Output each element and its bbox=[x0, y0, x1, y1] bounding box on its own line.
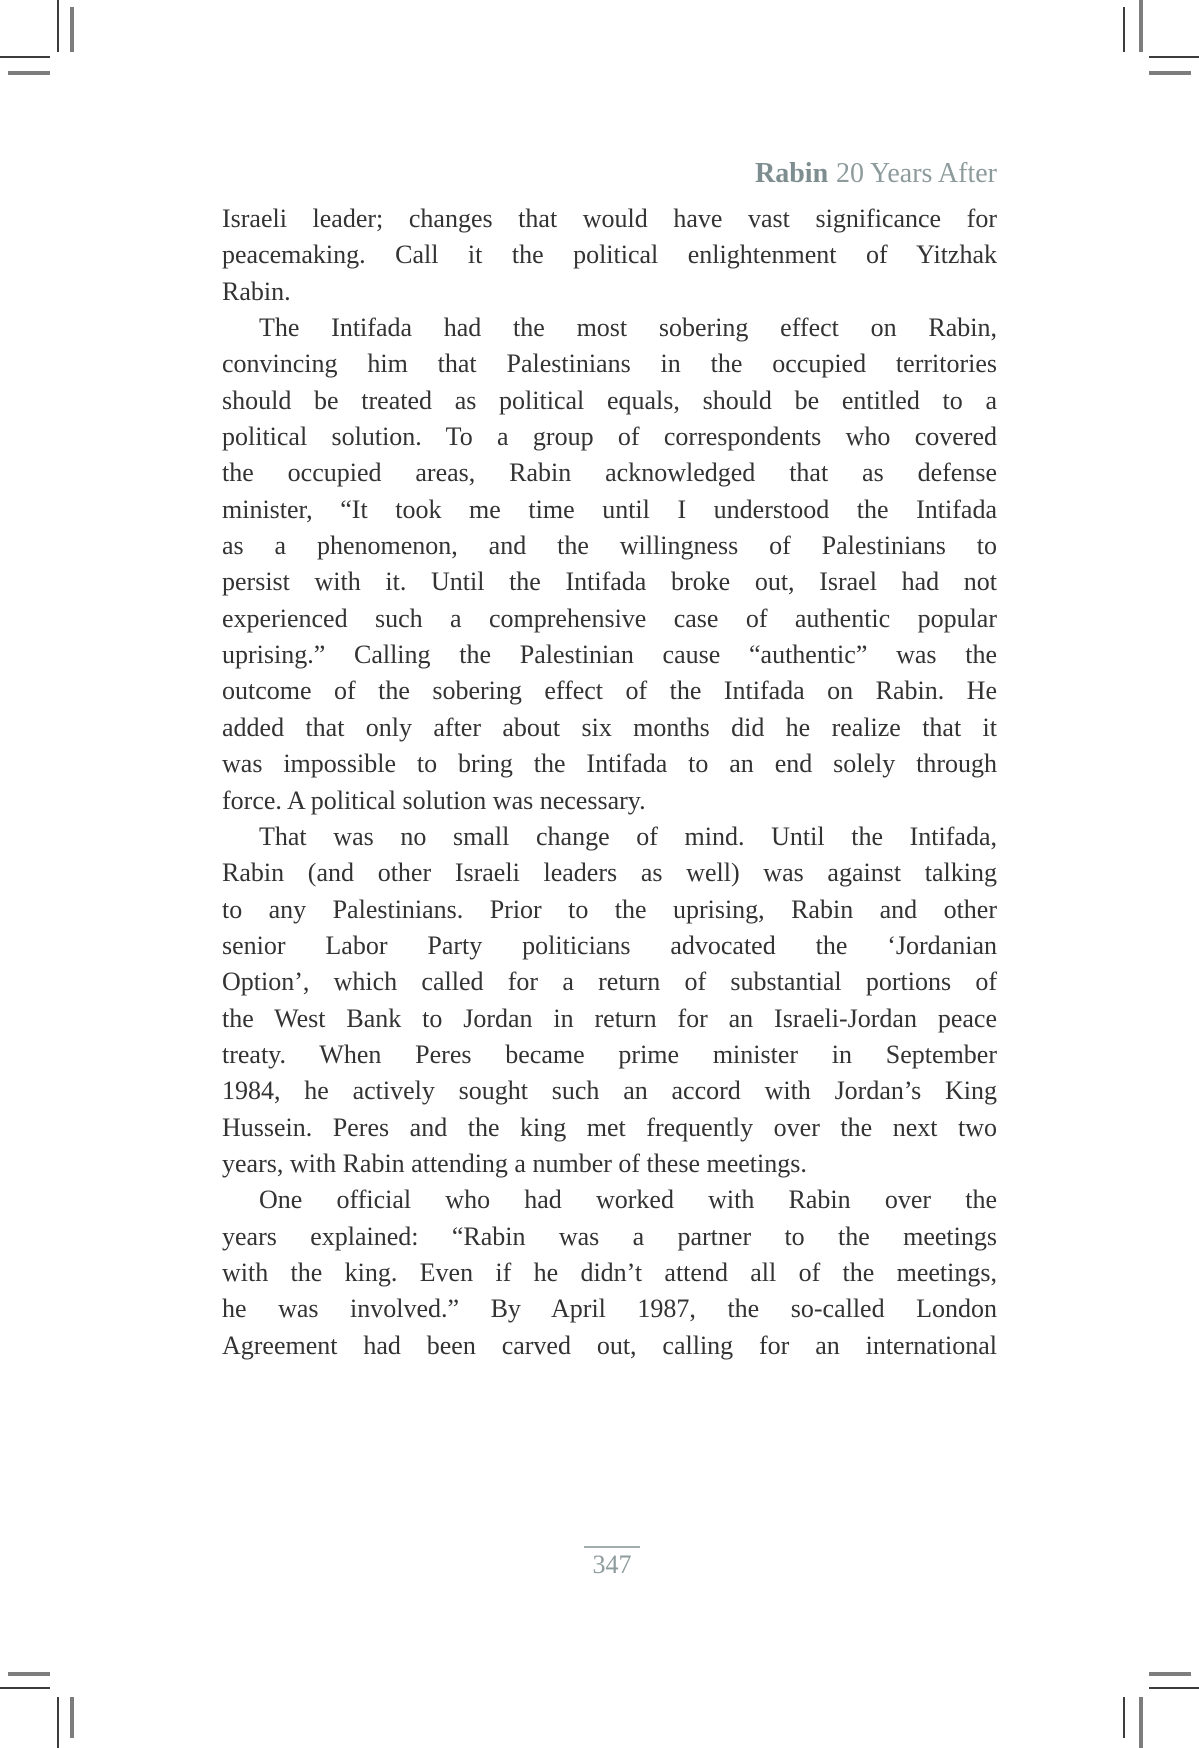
crop-mark-bottom-left-horizontal-inner bbox=[8, 1672, 50, 1676]
text-line: years explained: “Rabin was a partner to the meetings bbox=[222, 1221, 997, 1251]
crop-mark-bottom-right-vertical-outer bbox=[1139, 1697, 1143, 1748]
footer-rule bbox=[584, 1546, 640, 1548]
crop-mark-bottom-left-vertical-inner bbox=[70, 1697, 74, 1738]
text-line: experienced such a comprehensive case of authentic popular bbox=[222, 603, 997, 633]
text-line: One official who had worked with Rabin over the bbox=[259, 1185, 997, 1215]
crop-mark-top-left-vertical-inner bbox=[70, 7, 74, 52]
book-title-rest: 20 Years After bbox=[836, 158, 997, 189]
text-line: That was no small change of mind. Until the Intifada, bbox=[259, 821, 997, 851]
text-line: senior Labor Party politicians advocated the ‘Jordanian bbox=[222, 930, 997, 960]
crop-mark-top-right-horizontal-outer bbox=[1149, 56, 1199, 58]
text-line: he was involved.” By April 1987, the so-called London bbox=[222, 1294, 997, 1324]
text-line: minister, “It took me time until I understood the Intifada bbox=[222, 494, 997, 524]
text-line: uprising.” Calling the Palestinian cause “authentic” was the bbox=[222, 640, 997, 670]
text-line: as a phenomenon, and the willingness of Palestinians to bbox=[222, 531, 997, 561]
crop-mark-bottom-left-vertical-outer bbox=[57, 1697, 59, 1748]
text-line: 1984, he actively sought such an accord with Jordan’s King bbox=[222, 1076, 997, 1106]
book-title-bold: Rabin bbox=[755, 158, 829, 189]
crop-mark-bottom-right-horizontal-inner bbox=[1149, 1672, 1191, 1676]
text-line: peacemaking. Call it the political enlightenment of Yitzhak bbox=[222, 240, 997, 270]
text-line: with the king. Even if he didn’t attend all of the meetings, bbox=[222, 1257, 997, 1287]
text-line: Option’, which called for a return of substantial portions of bbox=[222, 967, 997, 997]
text-line: was impossible to bring the Intifada to an end solely through bbox=[222, 749, 997, 779]
text-line: the occupied areas, Rabin acknowledged that as defense bbox=[222, 458, 997, 488]
text-line: Rabin. bbox=[222, 276, 291, 306]
text-line: outcome of the sobering effect of the Intifada on Rabin. He bbox=[222, 676, 997, 706]
crop-mark-bottom-right-horizontal-outer bbox=[1149, 1687, 1199, 1689]
text-line: political solution. To a group of correspondents who covered bbox=[222, 422, 997, 452]
text-line: Israeli leader; changes that would have vast significance for bbox=[222, 204, 997, 233]
text-line: years, with Rabin attending a number of these meetings. bbox=[222, 1148, 807, 1178]
crop-mark-top-right-vertical-outer bbox=[1139, 0, 1143, 52]
text-line: Hussein. Peres and the king met frequently over the next two bbox=[222, 1112, 997, 1142]
crop-mark-top-left-horizontal-outer bbox=[0, 56, 50, 58]
text-line: should be treated as political equals, should be entitled to a bbox=[222, 385, 997, 415]
page-footer bbox=[552, 1546, 672, 1579]
crop-mark-bottom-left-horizontal-outer bbox=[0, 1687, 50, 1689]
text-line: Rabin (and other Israeli leaders as well) was against talking bbox=[222, 858, 997, 888]
running-header bbox=[755, 158, 997, 190]
text-line: convincing him that Palestinians in the occupied territories bbox=[222, 349, 997, 379]
page-number: 347 bbox=[592, 1550, 632, 1579]
crop-mark-top-right-vertical-inner bbox=[1123, 7, 1125, 52]
text-line: force. A political solution was necessary. bbox=[222, 785, 646, 815]
crop-mark-top-left-vertical-outer bbox=[57, 0, 59, 52]
crop-mark-bottom-right-vertical-inner bbox=[1123, 1697, 1125, 1738]
crop-mark-top-left-horizontal-inner bbox=[8, 71, 50, 75]
page-body bbox=[222, 201, 997, 1364]
text-line: Agreement had been carved out, calling for an international bbox=[222, 1330, 997, 1360]
crop-mark-top-right-horizontal-inner bbox=[1149, 71, 1191, 75]
text-line: persist with it. Until the Intifada broke out, Israel had not bbox=[222, 567, 997, 597]
text-line: The Intifada had the most sobering effect on Rabin, bbox=[259, 313, 997, 343]
text-line: to any Palestinians. Prior to the uprising, Rabin and other bbox=[222, 894, 997, 924]
text-line: treaty. When Peres became prime minister in September bbox=[222, 1039, 997, 1069]
text-line: the West Bank to Jordan in return for an Israeli-Jordan peace bbox=[222, 1003, 997, 1033]
text-line: added that only after about six months did he realize that it bbox=[222, 712, 997, 742]
